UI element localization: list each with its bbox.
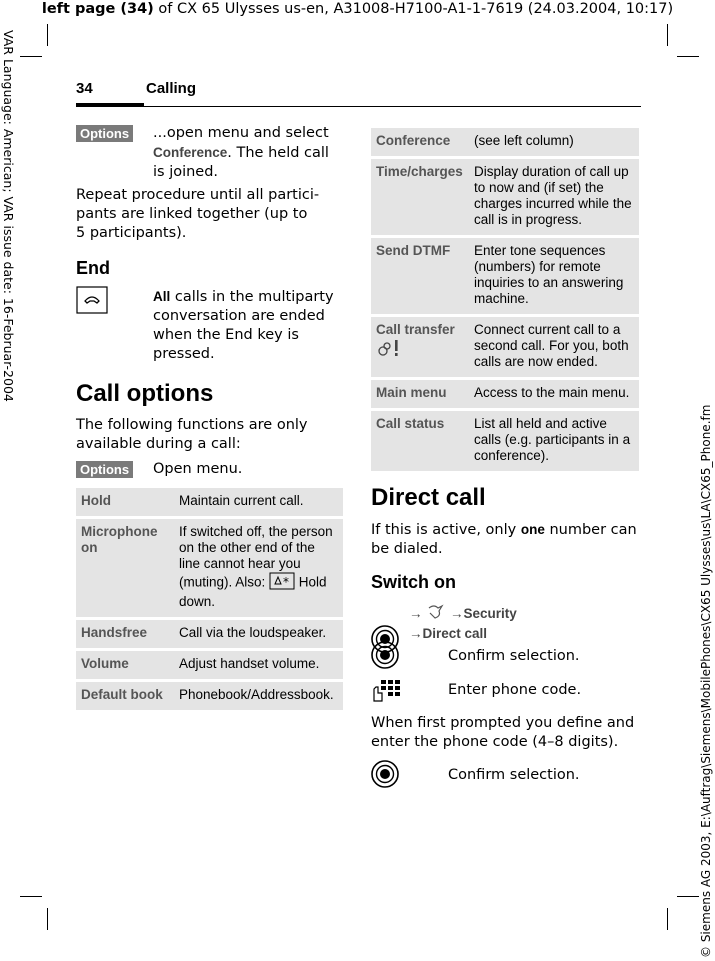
menu-direct-call: Direct call	[422, 626, 488, 641]
crop-mark	[20, 56, 42, 57]
table-row	[76, 488, 343, 516]
open-menu-text: Open menu.	[153, 461, 243, 477]
enter-phone-code: Enter phone code.	[448, 682, 582, 698]
header-rule	[76, 106, 641, 107]
menu-item-conference: Conference	[153, 145, 228, 160]
table-row	[76, 620, 343, 648]
page-title: Calling	[146, 80, 197, 97]
confirm-selection-1: Confirm selection.	[448, 648, 580, 664]
print-header	[0, 0, 715, 18]
option-key: Call transfer	[371, 317, 469, 377]
network-service-icon	[376, 346, 402, 361]
call-options-table-2	[371, 125, 639, 474]
menu-path: → →Security →Direct call	[409, 604, 517, 643]
crop-mark	[20, 896, 42, 897]
option-key: Microphone on	[76, 519, 174, 617]
option-key: Send DTMF	[371, 238, 469, 314]
direct-call-heading: Direct call	[371, 484, 486, 511]
option-desc: Call via the loudspeaker.	[174, 620, 343, 648]
first-prompt-paragraph: When first prompted you define and enter the phone code (4–8 digits).	[371, 715, 635, 750]
right-margin-text: © Siemens AG 2003, E:\Auftrag\Siemens\MobilePhones\CX65 Ulysses\us\LA\CX65_Phone.fm	[699, 404, 713, 958]
svg-text:*: *	[283, 575, 290, 589]
table-row	[371, 159, 639, 235]
option-desc: Maintain current call.	[174, 488, 343, 516]
options-softkey: Options	[76, 123, 133, 142]
page-number: 34	[76, 80, 93, 97]
call-options-table	[76, 485, 343, 713]
menu-security: Security	[463, 606, 517, 622]
table-row	[371, 238, 639, 314]
end-description: All calls in the multiparty conversation are ended when the End key is pressed.	[153, 289, 334, 362]
settings-icon	[426, 604, 446, 625]
hash-key-icon	[269, 572, 295, 594]
option-desc: If switched off, the person on the other end of the line cannot hear you (muting). Also: * Hold down.	[174, 519, 343, 617]
option-key: Hold	[76, 488, 174, 516]
option-desc: Connect current call to a second call. For you, both calls are now ended.	[469, 317, 639, 377]
navigation-key-icon-2	[371, 641, 399, 673]
option-desc: Enter tone sequences (numbers) for remote inquiries to an answering machine.	[469, 238, 639, 314]
crop-mark	[47, 908, 48, 930]
table-row	[371, 411, 639, 471]
options-softkey-2: Options	[76, 459, 133, 478]
call-options-heading: Call options	[76, 380, 214, 407]
direct-call-intro: If this is active, only one number can be dialed.	[371, 522, 637, 557]
navigation-key-icon-3	[371, 760, 399, 792]
repeat-paragraph: Repeat procedure until all partici- pants are linked together (up to 5 participants).	[76, 187, 320, 241]
left-margin-text: VAR Language: American; VAR issue date: 16-Februar-2004	[1, 30, 16, 402]
option-key: Call status	[371, 411, 469, 471]
option-key: Conference	[371, 128, 469, 156]
option-desc: List all held and active calls (e.g. participants in a conference).	[469, 411, 639, 471]
table-row	[76, 651, 343, 679]
table-row	[76, 519, 343, 617]
table-row	[371, 380, 639, 408]
crop-mark	[677, 56, 699, 57]
end-heading: End	[76, 258, 110, 278]
crop-mark	[667, 24, 668, 46]
conference-step: ...open menu and select Conference. The held call is joined.	[153, 125, 329, 180]
crop-mark	[677, 896, 699, 897]
table-row	[371, 128, 639, 156]
switch-on-heading: Switch on	[371, 572, 456, 592]
crop-mark	[667, 908, 668, 930]
print-header-rest: of CX 65 Ulysses us-en, A31008-H7100-A1-1-7619 (24.03.2004, 10:17)	[153, 1, 674, 17]
confirm-selection-2: Confirm selection.	[448, 767, 580, 783]
table-row	[371, 317, 639, 377]
option-key: Default book	[76, 682, 174, 710]
keypad-icon	[371, 677, 401, 709]
table-row	[76, 682, 343, 710]
option-desc: (see left column)	[469, 128, 639, 156]
option-key: Volume	[76, 651, 174, 679]
call-options-intro: The following functions are only available during a call:	[76, 417, 308, 452]
print-header-bold: left page (34)	[41, 1, 154, 17]
option-key: Time/charges	[371, 159, 469, 235]
option-desc: Access to the main menu.	[469, 380, 639, 408]
option-desc: Display duration of call up to now and (if set) the charges incurred while the call is in progress.	[469, 159, 639, 235]
option-key: Main menu	[371, 380, 469, 408]
option-desc: Phonebook/Addressbook.	[174, 682, 343, 710]
option-key: Handsfree	[76, 620, 174, 648]
option-desc: Adjust handset volume.	[174, 651, 343, 679]
end-key-icon	[76, 286, 112, 318]
crop-mark	[47, 24, 48, 46]
